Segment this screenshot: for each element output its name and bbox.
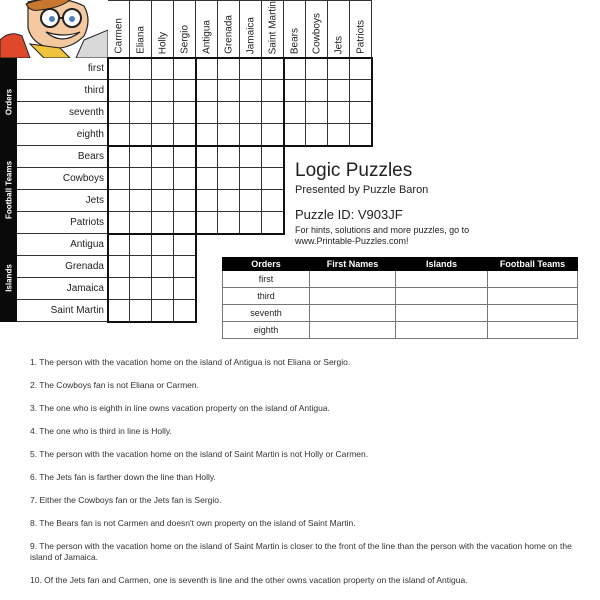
- clue-item: 9. The person with the vacation home on the island of Saint Martin is closer to the front of the line than the person with the vacation home on the island of Jamaica.: [30, 541, 572, 562]
- grid-cell[interactable]: [196, 212, 218, 234]
- row-header: third: [17, 80, 108, 102]
- column-header-label: Cowboys: [311, 12, 322, 54]
- answer-row-label: eighth: [223, 322, 310, 339]
- grid-cell[interactable]: [174, 256, 196, 278]
- grid-cell[interactable]: [262, 146, 284, 168]
- row-group-label: Islands: [4, 264, 13, 292]
- grid-cell[interactable]: [174, 212, 196, 234]
- answer-cell[interactable]: [396, 305, 488, 322]
- answer-row-label: third: [223, 288, 310, 305]
- grid-cell[interactable]: [174, 300, 196, 322]
- grid-cell[interactable]: [130, 300, 152, 322]
- column-header-label: Grenada: [223, 15, 234, 54]
- clue-list: [30, 357, 580, 598]
- grid-cell[interactable]: [306, 102, 328, 124]
- column-header: [196, 0, 218, 58]
- answer-cell[interactable]: [488, 322, 578, 339]
- clue-item: 1. The person with the vacation home on the island of Antigua is not Eliana or Sergio.: [30, 357, 351, 367]
- grid-cell[interactable]: [240, 190, 262, 212]
- grid-cell[interactable]: [328, 102, 350, 124]
- answer-cell[interactable]: [396, 322, 488, 339]
- hints-text: [295, 225, 505, 247]
- grid-cell[interactable]: [174, 234, 196, 256]
- grid-cell[interactable]: [262, 58, 284, 80]
- grid-cell[interactable]: [262, 212, 284, 234]
- row-header: Saint Martin: [17, 300, 108, 322]
- row-group-label: Orders: [4, 88, 13, 116]
- answer-table-header: Islands: [396, 258, 488, 271]
- column-header: [328, 0, 350, 58]
- grid-cell[interactable]: [196, 124, 218, 146]
- grid-cell[interactable]: [328, 58, 350, 80]
- column-header-label: Patriots: [355, 20, 366, 54]
- grid-cell[interactable]: [218, 124, 240, 146]
- grid-cell[interactable]: [152, 58, 174, 80]
- grid-cell[interactable]: [262, 124, 284, 146]
- clue-item: 7. Either the Cowboys fan or the Jets fan is Sergio.: [30, 495, 222, 505]
- grid-cell[interactable]: [174, 146, 196, 168]
- grid-cell[interactable]: [152, 168, 174, 190]
- answer-cell[interactable]: [396, 288, 488, 305]
- page-title: Logic Puzzles: [295, 160, 413, 181]
- grid-cell[interactable]: [196, 102, 218, 124]
- grid-cell[interactable]: [240, 124, 262, 146]
- grid-cell[interactable]: [240, 212, 262, 234]
- column-header: [130, 0, 152, 58]
- grid-cell[interactable]: [262, 168, 284, 190]
- answer-cell[interactable]: [488, 305, 578, 322]
- grid-cell[interactable]: [152, 80, 174, 102]
- grid-cell[interactable]: [350, 124, 372, 146]
- grid-cell[interactable]: [218, 146, 240, 168]
- answer-table-row: [223, 288, 578, 305]
- column-header: [350, 0, 372, 58]
- grid-cell[interactable]: [130, 58, 152, 80]
- column-header: [284, 0, 306, 58]
- grid-cell[interactable]: [130, 102, 152, 124]
- grid-cell[interactable]: [108, 124, 130, 146]
- grid-cell[interactable]: [196, 146, 218, 168]
- grid-cell[interactable]: [174, 58, 196, 80]
- grid-cell[interactable]: [152, 278, 174, 300]
- column-header-label: Bears: [289, 27, 300, 54]
- row-header: eighth: [17, 124, 108, 146]
- grid-cell[interactable]: [350, 58, 372, 80]
- grid-cell[interactable]: [108, 102, 130, 124]
- grid-cell[interactable]: [152, 146, 174, 168]
- column-header: [218, 0, 240, 58]
- answer-cell[interactable]: [488, 288, 578, 305]
- column-header: [174, 0, 196, 58]
- grid-cell[interactable]: [108, 80, 130, 102]
- grid-cell[interactable]: [108, 146, 130, 168]
- grid-cell[interactable]: [174, 278, 196, 300]
- puzzle-id: Puzzle ID: V903JF: [295, 207, 403, 222]
- grid-cell[interactable]: [174, 80, 196, 102]
- answer-table-header: First Names: [310, 258, 396, 271]
- grid-cell[interactable]: [240, 58, 262, 80]
- grid-cell[interactable]: [306, 80, 328, 102]
- grid-cell[interactable]: [130, 256, 152, 278]
- row-header: first: [17, 58, 108, 80]
- grid-cell[interactable]: [152, 256, 174, 278]
- row-header: Jamaica: [17, 278, 108, 300]
- answer-row-label: first: [223, 271, 310, 288]
- grid-cell[interactable]: [240, 146, 262, 168]
- column-header: [152, 0, 174, 58]
- column-header: [262, 0, 284, 58]
- grid-cell[interactable]: [196, 190, 218, 212]
- grid-cell[interactable]: [174, 190, 196, 212]
- grid-cell[interactable]: [328, 124, 350, 146]
- column-header: [306, 0, 328, 58]
- grid-cell[interactable]: [130, 190, 152, 212]
- answer-table-row: [223, 305, 578, 322]
- answer-table-header: Football Teams: [488, 258, 578, 271]
- answer-cell[interactable]: [310, 322, 396, 339]
- column-header-label: Antigua: [201, 20, 212, 54]
- grid-cell[interactable]: [152, 234, 174, 256]
- grid-cell[interactable]: [108, 234, 130, 256]
- grid-cell[interactable]: [328, 80, 350, 102]
- grid-cell[interactable]: [174, 102, 196, 124]
- answer-table-row: [223, 271, 578, 288]
- row-header: Jets: [17, 190, 108, 212]
- presented-by: Presented by Puzzle Baron: [295, 184, 429, 196]
- grid-cell[interactable]: [218, 58, 240, 80]
- grid-cell[interactable]: [218, 102, 240, 124]
- answer-table-row: [223, 322, 578, 339]
- grid-cell[interactable]: [108, 300, 130, 322]
- grid-cell[interactable]: [284, 102, 306, 124]
- row-header: seventh: [17, 102, 108, 124]
- column-header-label: Saint Martin: [267, 0, 278, 54]
- website-link[interactable]: www.Printable-Puzzles.com!: [295, 236, 409, 246]
- hints-line: For hints, solutions and more puzzles, go to: [295, 225, 470, 235]
- grid-cell[interactable]: [130, 212, 152, 234]
- grid-cell[interactable]: [108, 58, 130, 80]
- row-group-label: Football Teams: [4, 160, 13, 220]
- answer-cell[interactable]: [310, 288, 396, 305]
- answer-cell[interactable]: [396, 271, 488, 288]
- row-header: Patriots: [17, 212, 108, 234]
- grid-cell[interactable]: [218, 168, 240, 190]
- row-group-band: [0, 58, 17, 146]
- grid-cell[interactable]: [196, 58, 218, 80]
- grid-cell[interactable]: [130, 234, 152, 256]
- grid-cell[interactable]: [284, 124, 306, 146]
- column-header: [240, 0, 262, 58]
- grid-cell[interactable]: [306, 124, 328, 146]
- column-header-label: Eliana: [135, 26, 146, 54]
- grid-cell[interactable]: [350, 80, 372, 102]
- grid-cell[interactable]: [152, 300, 174, 322]
- answer-cell[interactable]: [310, 271, 396, 288]
- clue-item: 8. The Bears fan is not Carmen and doesn't own property on the island of Saint Martin.: [30, 518, 356, 528]
- grid-cell[interactable]: [108, 256, 130, 278]
- grid-cell[interactable]: [174, 168, 196, 190]
- grid-cell[interactable]: [262, 190, 284, 212]
- row-header: Cowboys: [17, 168, 108, 190]
- clue-item: 6. The Jets fan is farther down the line than Holly.: [30, 472, 216, 482]
- grid-cell[interactable]: [306, 58, 328, 80]
- grid-cell[interactable]: [130, 146, 152, 168]
- answer-table: [222, 257, 578, 339]
- grid-cell[interactable]: [152, 102, 174, 124]
- column-header-label: Jets: [333, 35, 344, 54]
- grid-cell[interactable]: [196, 168, 218, 190]
- column-header-label: Holly: [157, 31, 168, 54]
- answer-row-label: seventh: [223, 305, 310, 322]
- column-header-label: Carmen: [113, 18, 124, 54]
- column-header: [108, 0, 130, 58]
- row-header: Bears: [17, 146, 108, 168]
- grid-cell[interactable]: [262, 102, 284, 124]
- grid-cell[interactable]: [174, 124, 196, 146]
- grid-cell[interactable]: [130, 124, 152, 146]
- answer-cell[interactable]: [488, 271, 578, 288]
- grid-cell[interactable]: [108, 168, 130, 190]
- grid-cell[interactable]: [108, 278, 130, 300]
- clue-item: 2. The Cowboys fan is not Eliana or Carmen.: [30, 380, 199, 390]
- row-header: Antigua: [17, 234, 108, 256]
- grid-cell[interactable]: [130, 278, 152, 300]
- grid-cell[interactable]: [284, 80, 306, 102]
- column-header-label: Jamaica: [245, 16, 256, 54]
- row-group-band: [0, 234, 17, 322]
- grid-cell[interactable]: [152, 124, 174, 146]
- grid-cell[interactable]: [218, 80, 240, 102]
- clue-item: 4. The one who is third in line is Holly.: [30, 426, 172, 436]
- grid-cell[interactable]: [152, 212, 174, 234]
- answer-cell[interactable]: [310, 305, 396, 322]
- grid-cell[interactable]: [284, 58, 306, 80]
- clue-item: 3. The one who is eighth in line owns vacation property on the island of Antigua.: [30, 403, 330, 413]
- grid-cell[interactable]: [240, 168, 262, 190]
- grid-cell[interactable]: [108, 212, 130, 234]
- column-header-label: Sergio: [179, 25, 190, 54]
- grid-cell[interactable]: [350, 102, 372, 124]
- grid-cell[interactable]: [196, 80, 218, 102]
- grid-cell[interactable]: [240, 102, 262, 124]
- answer-table-header: Orders: [223, 258, 310, 271]
- grid-cell[interactable]: [262, 80, 284, 102]
- row-group-band: [0, 146, 17, 234]
- grid-cell[interactable]: [218, 212, 240, 234]
- clue-item: 10. Of the Jets fan and Carmen, one is seventh is line and the other owns vacation property on the island of Antigua.: [30, 575, 468, 585]
- grid-cell[interactable]: [108, 190, 130, 212]
- row-header: Grenada: [17, 256, 108, 278]
- grid-cell[interactable]: [130, 168, 152, 190]
- grid-cell[interactable]: [240, 80, 262, 102]
- grid-cell[interactable]: [218, 190, 240, 212]
- clue-item: 5. The person with the vacation home on the island of Saint Martin is not Holly or Carmen.: [30, 449, 369, 459]
- grid-cell[interactable]: [130, 80, 152, 102]
- grid-cell[interactable]: [152, 190, 174, 212]
